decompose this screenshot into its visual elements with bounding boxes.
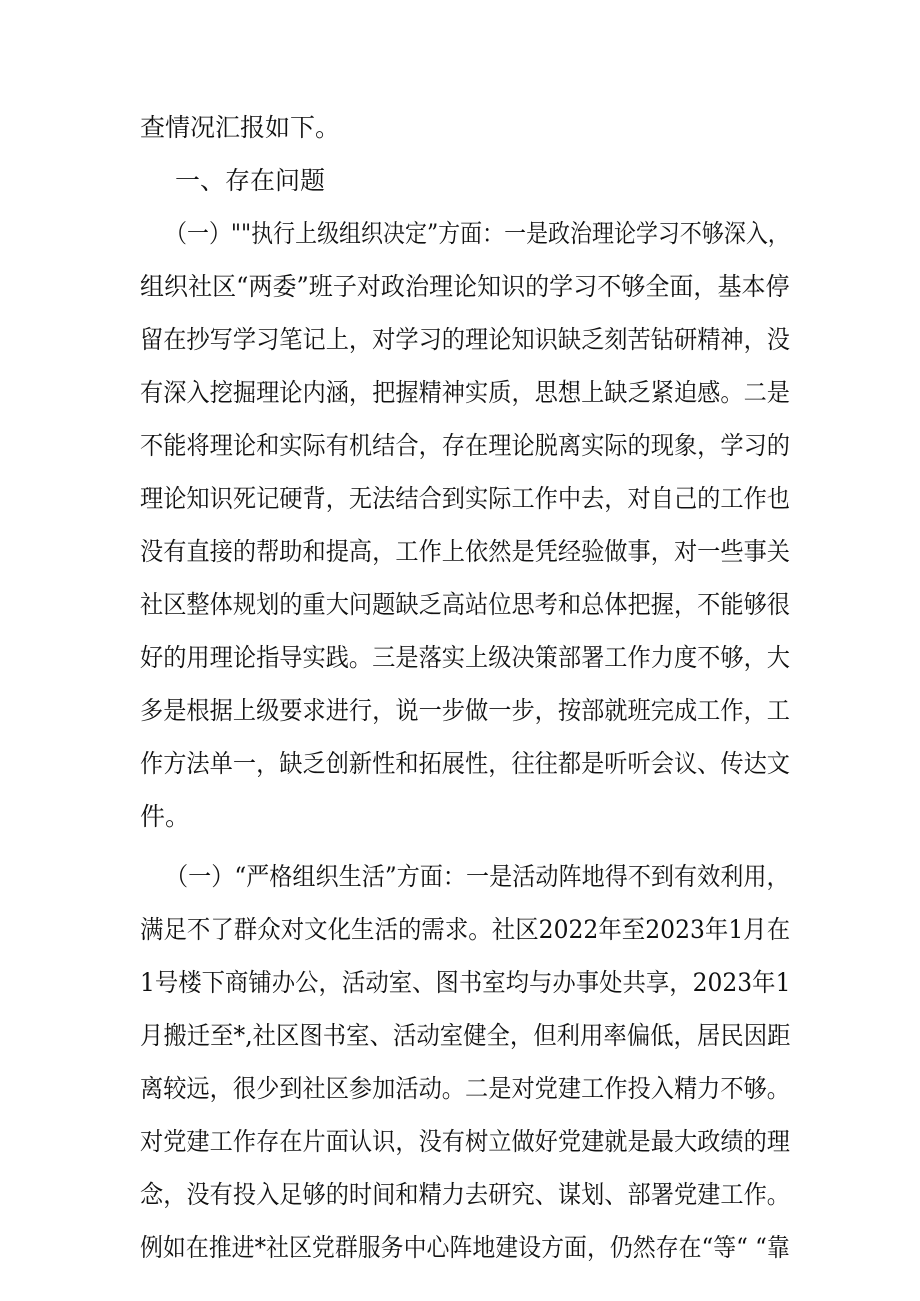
paragraph2-line: 1号楼下商铺办公，活动室、图书室均与办事处共享，2023年1 [140, 968, 791, 997]
paragraph1-line: 理论知识死记硬背，无法结合到实际工作中去，对自己的工作也 [140, 484, 791, 513]
paragraph1-line: 有深入挖掘理论内涵，把握精神实质，思想上缺乏紧迫感。二是 [140, 378, 791, 407]
paragraph1-line: 组织社区“两委”班子对政治理论知识的学习不够全面，基本停 [140, 272, 790, 301]
paragraph1-line: 作方法单一，缺乏创新性和拓展性，往往都是听听会议、传达文 [140, 749, 791, 778]
paragraph1-line: 不能将理论和实际有机结合，存在理论脱离实际的现象，学习的 [140, 431, 791, 460]
paragraph2-line: 对党建工作存在片面认识，没有树立做好党建就是最大政绩的理 [140, 1127, 791, 1156]
paragraph2-line: 满足不了群众对文化生活的需求。社区2022年至2023年1月在 [140, 915, 791, 944]
paragraph2-line: 月搬迁至*,社区图书室、活动室健全，但利用率偏低，居民因距 [140, 1021, 791, 1050]
paragraph1-line: 社区整体规划的重大问题缺乏高站位思考和总体把握，不能够很 [140, 590, 791, 619]
paragraph1-line: 好的用理论指导实践。三是落实上级决策部署工作力度不够，大 [140, 643, 791, 672]
paragraph1-line: 多是根据上级要求进行，说一步做一步，按部就班完成工作，工 [140, 696, 791, 725]
paragraph1-line: （一）""执行上级组织决定”方面：一是政治理论学习不够深入， [165, 219, 790, 248]
paragraph1-line: 件。 [140, 802, 191, 831]
paragraph2-line: 例如在推进*社区党群服务中心阵地建设方面，仍然存在“等“ “靠 [140, 1233, 790, 1262]
paragraph1-line: 没有直接的帮助和提高，工作上依然是凭经验做事，对一些事关 [140, 537, 791, 566]
section-heading: 一、存在问题 [175, 166, 326, 195]
paragraph1-line: 留在抄写学习笔记上，对学习的理论知识缺乏刻苦钻研精神，没 [140, 325, 791, 354]
paragraph2-line: 念，没有投入足够的时间和精力去研究、谋划、部署党建工作。 [140, 1180, 791, 1209]
intro-line: 查情况汇报如下。 [140, 113, 341, 142]
paragraph2-line: （一）“严格组织生活”方面：一是活动阵地得不到有效利用， [165, 862, 790, 891]
paragraph2-line: 离较远，很少到社区参加活动。二是对党建工作投入精力不够。 [140, 1074, 791, 1103]
